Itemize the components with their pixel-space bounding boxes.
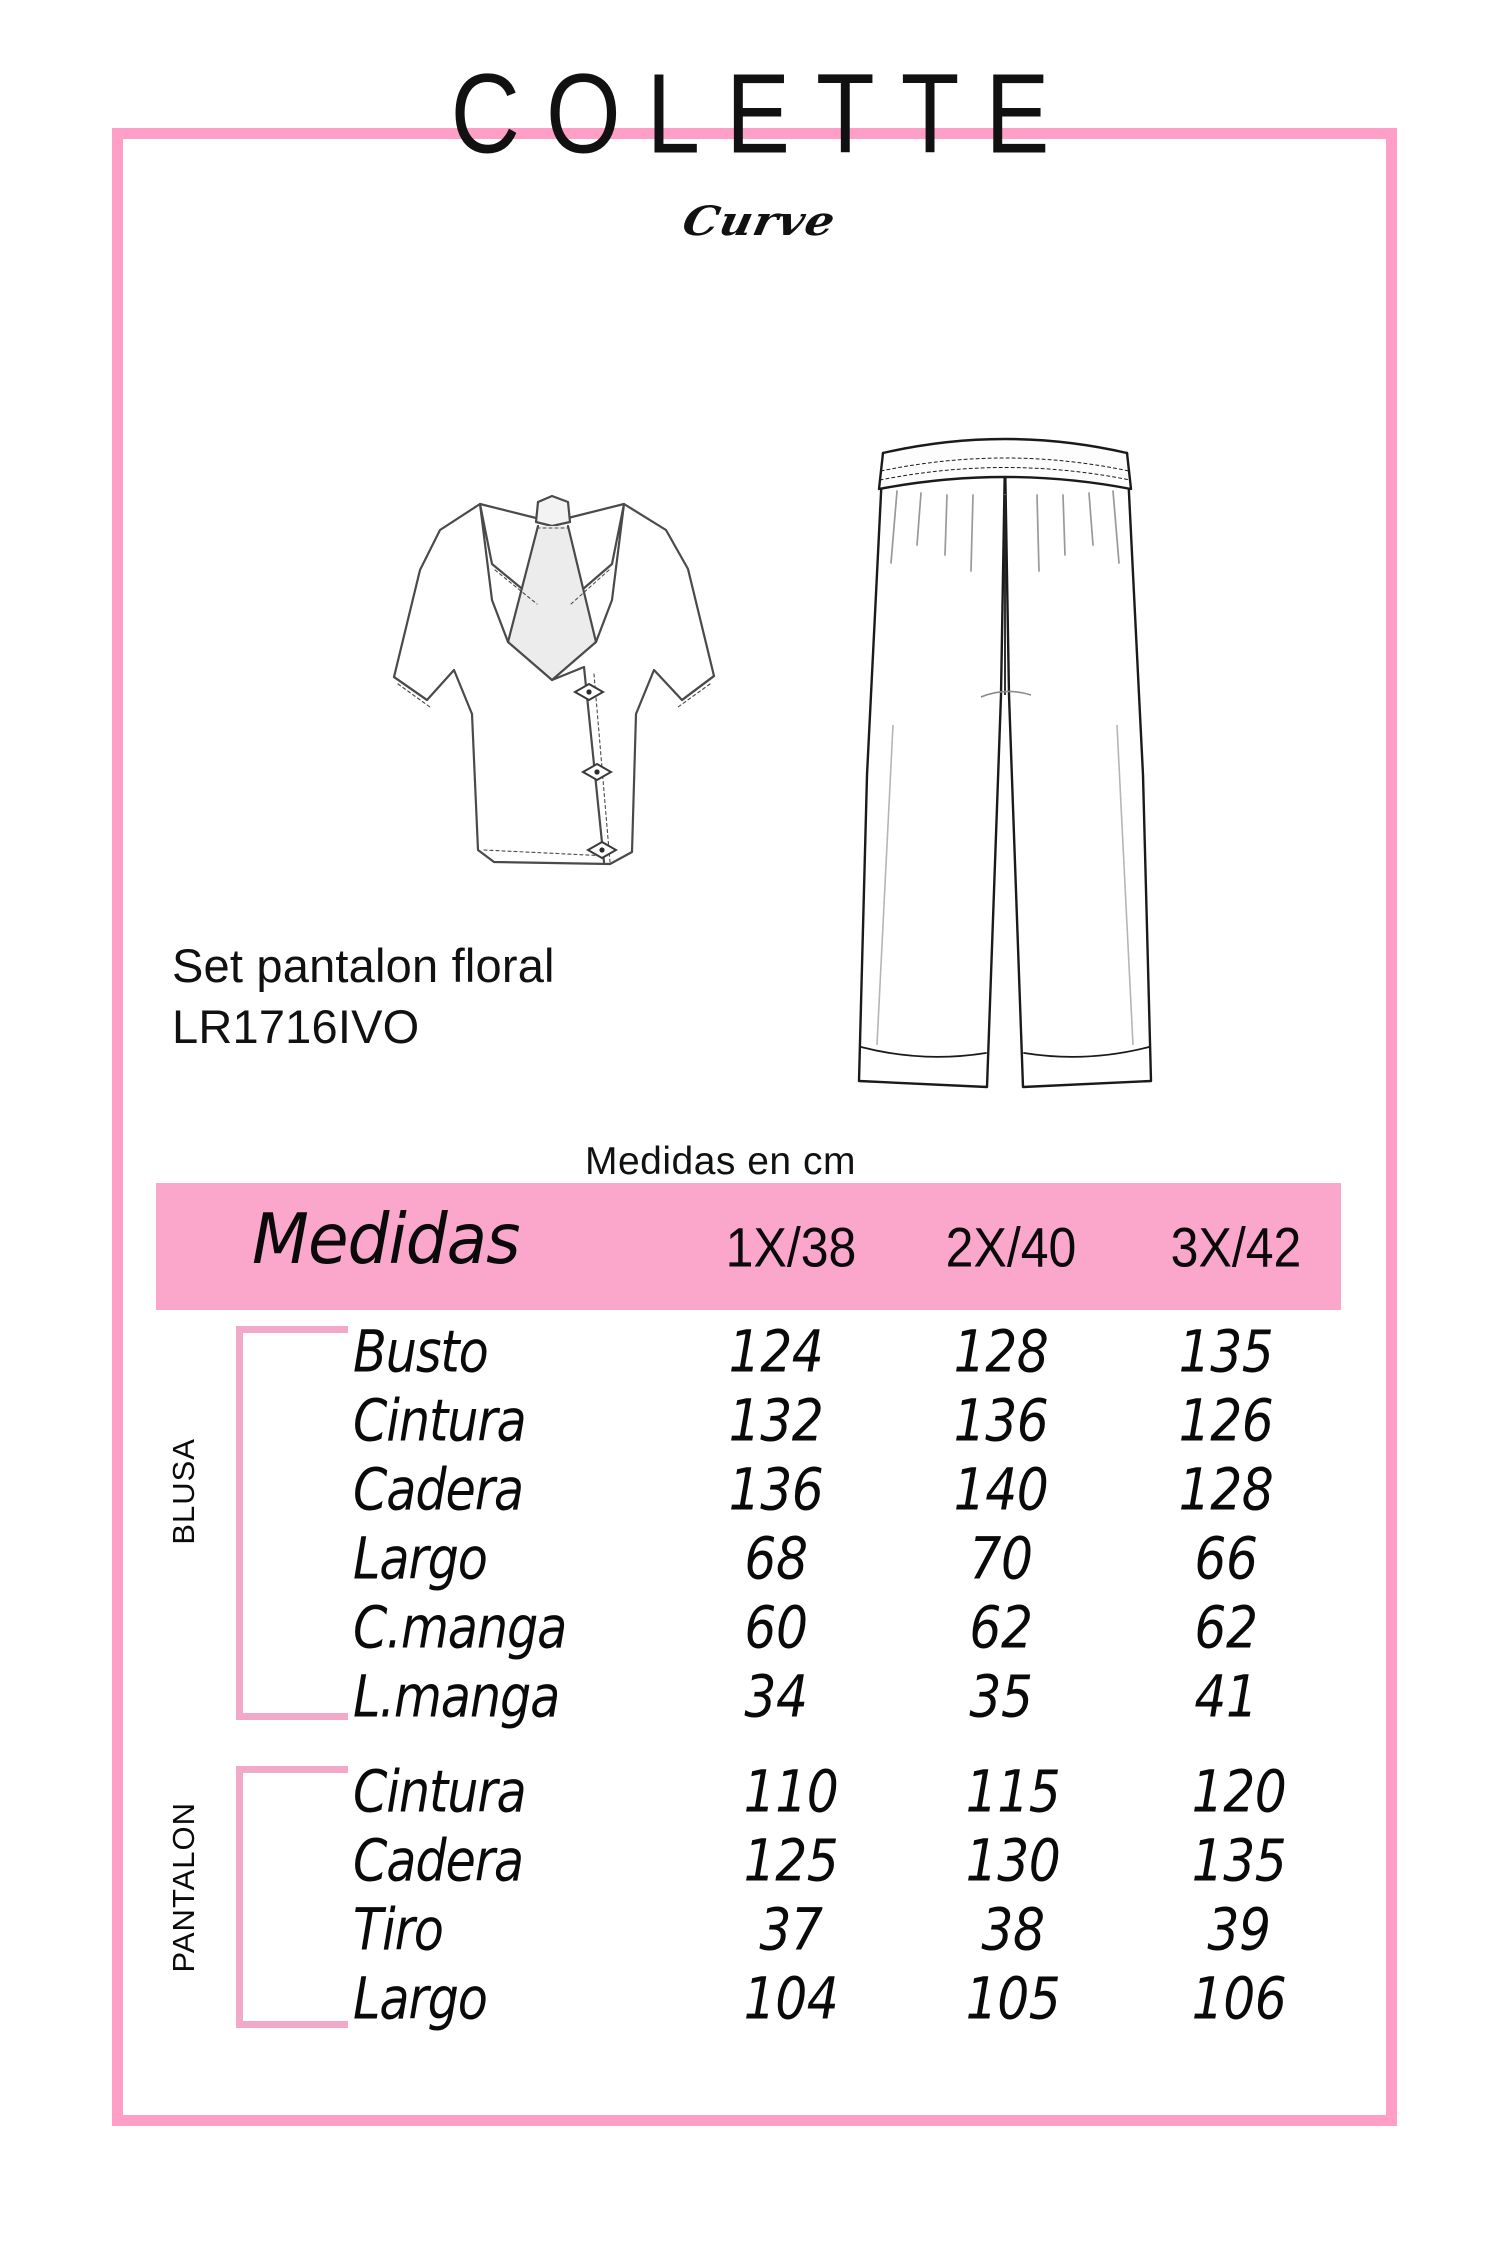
row-value: 126 bbox=[1178, 1387, 1274, 1456]
product-name: Set pantalon floral bbox=[172, 939, 555, 992]
table-row bbox=[156, 1896, 1341, 1965]
row-label: Largo bbox=[353, 1525, 487, 1594]
row-value: 105 bbox=[965, 1965, 1061, 2034]
row-label: Cadera bbox=[353, 1456, 524, 1525]
row-value: 66 bbox=[1194, 1525, 1258, 1594]
table-row bbox=[156, 1663, 1341, 1732]
group-blusa bbox=[156, 1318, 1341, 1732]
brand-subtitle: Curve bbox=[678, 198, 841, 245]
row-value: 35 bbox=[969, 1663, 1033, 1732]
row-value: 68 bbox=[744, 1525, 808, 1594]
row-value: 34 bbox=[744, 1663, 808, 1732]
pants-illustration bbox=[855, 395, 1155, 1125]
row-value: 60 bbox=[744, 1594, 808, 1663]
table-row bbox=[156, 1318, 1341, 1387]
row-value: 106 bbox=[1191, 1965, 1287, 2034]
row-value: 128 bbox=[1178, 1456, 1274, 1525]
row-value: 104 bbox=[743, 1965, 839, 2034]
table-row bbox=[156, 1387, 1341, 1456]
units-note: Medidas en cm bbox=[585, 1140, 856, 1183]
table-row bbox=[156, 1525, 1341, 1594]
blouse-illustration bbox=[332, 452, 772, 872]
row-value: 70 bbox=[969, 1525, 1033, 1594]
table-header-band bbox=[156, 1183, 1341, 1310]
row-value: 62 bbox=[969, 1594, 1033, 1663]
group-label-pantalon: PANTALON bbox=[166, 1802, 201, 1973]
row-value: 41 bbox=[1194, 1663, 1258, 1732]
row-value: 62 bbox=[1194, 1594, 1258, 1663]
row-value: 38 bbox=[981, 1896, 1045, 1965]
table-row bbox=[156, 1758, 1341, 1827]
row-value: 37 bbox=[759, 1896, 823, 1965]
row-label: Largo bbox=[353, 1965, 487, 2034]
row-label: Cadera bbox=[353, 1827, 524, 1896]
column-header-size-1: 1X/38 bbox=[725, 1216, 857, 1279]
row-value: 120 bbox=[1191, 1758, 1287, 1827]
table-title: Medidas bbox=[252, 1199, 520, 1280]
product-code: LR1716IVO bbox=[172, 1000, 420, 1054]
row-label: Tiro bbox=[353, 1896, 443, 1965]
row-value: 110 bbox=[743, 1758, 839, 1827]
row-value: 128 bbox=[953, 1318, 1049, 1387]
row-value: 135 bbox=[1178, 1318, 1274, 1387]
table-row bbox=[156, 1965, 1341, 2034]
column-header-size-3: 3X/42 bbox=[1170, 1216, 1302, 1279]
column-header-size-2: 2X/40 bbox=[945, 1216, 1077, 1279]
table-row bbox=[156, 1827, 1341, 1896]
brand-name: COLETTE bbox=[450, 50, 1076, 178]
group-pantalon bbox=[156, 1758, 1341, 2034]
group-label-blusa: BLUSA bbox=[166, 1438, 201, 1545]
row-label: L.manga bbox=[353, 1663, 560, 1732]
table-row bbox=[156, 1594, 1341, 1663]
product-caption bbox=[172, 935, 555, 1057]
row-value: 130 bbox=[965, 1827, 1061, 1896]
row-value: 124 bbox=[728, 1318, 824, 1387]
row-label: Cintura bbox=[353, 1758, 526, 1827]
row-value: 132 bbox=[728, 1387, 824, 1456]
row-value: 140 bbox=[953, 1456, 1049, 1525]
measurements-table bbox=[156, 1318, 1341, 2034]
row-value: 115 bbox=[965, 1758, 1061, 1827]
row-label: C.manga bbox=[353, 1594, 567, 1663]
row-value: 136 bbox=[728, 1456, 824, 1525]
row-label: Cintura bbox=[353, 1387, 526, 1456]
row-value: 135 bbox=[1191, 1827, 1287, 1896]
row-value: 136 bbox=[953, 1387, 1049, 1456]
row-value: 39 bbox=[1207, 1896, 1271, 1965]
row-label: Busto bbox=[353, 1318, 488, 1387]
table-row bbox=[156, 1456, 1341, 1525]
row-value: 125 bbox=[743, 1827, 839, 1896]
